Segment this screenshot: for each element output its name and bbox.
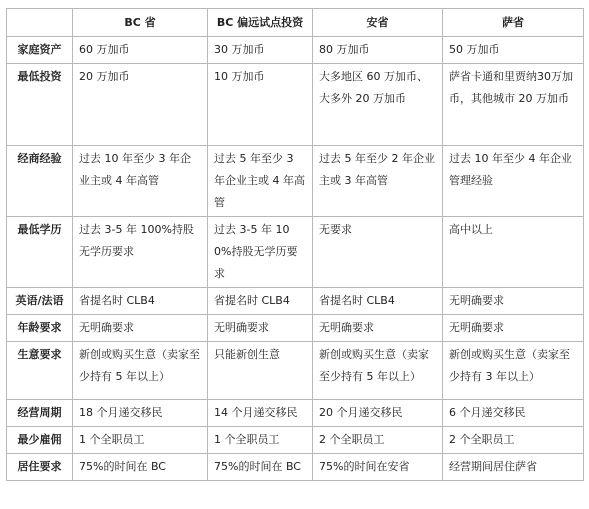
cell-ontario: 2 个全职员工 [313, 427, 443, 454]
cell-saskatchewan: 新创或购买生意（卖家至少持有 3 年以上） [443, 342, 584, 400]
cell-bc: 1 个全职员工 [73, 427, 208, 454]
cell-bc: 省提名时 CLB4 [73, 288, 208, 315]
header-cell-bc: BC 省 [73, 9, 208, 37]
cell-ontario: 无明确要求 [313, 315, 443, 342]
cell-bc-remote-pilot: 无明确要求 [208, 315, 313, 342]
header-cell-bc-remote-pilot: BC 偏远试点投资 [208, 9, 313, 37]
cell-bc: 60 万加币 [73, 37, 208, 64]
cell-ontario: 75%的时间在安省 [313, 454, 443, 481]
header-row [7, 9, 584, 37]
cell-ontario: 20 个月递交移民 [313, 400, 443, 427]
cell-bc-remote-pilot: 过去 3-5 年 100%持股无学历要求 [208, 217, 313, 288]
cell-bc: 无明确要求 [73, 315, 208, 342]
cell-saskatchewan: 过去 10 年至少 4 年企业管理经验 [443, 146, 584, 217]
cell-saskatchewan: 高中以上 [443, 217, 584, 288]
cell-bc: 18 个月递交移民 [73, 400, 208, 427]
header-cell-corner [7, 9, 73, 37]
row-label: 居住要求 [7, 454, 73, 481]
table-row-residency [7, 454, 584, 481]
cell-bc-remote-pilot: 10 万加币 [208, 64, 313, 146]
row-label: 最低学历 [7, 217, 73, 288]
row-label: 最低投资 [7, 64, 73, 146]
table-row-business-requirement [7, 342, 584, 400]
row-label: 生意要求 [7, 342, 73, 400]
cell-ontario: 新创或购买生意（卖家至少持有 5 年以上） [313, 342, 443, 400]
cell-bc-remote-pilot: 只能新创生意 [208, 342, 313, 400]
cell-saskatchewan: 2 个全职员工 [443, 427, 584, 454]
comparison-table [6, 8, 584, 481]
table-row-operating-period [7, 400, 584, 427]
cell-bc: 过去 3-5 年 100%持股无学历要求 [73, 217, 208, 288]
table-row-minimum-hiring [7, 427, 584, 454]
cell-saskatchewan: 经营期间居住萨省 [443, 454, 584, 481]
table-row-language [7, 288, 584, 315]
row-label: 经营周期 [7, 400, 73, 427]
cell-saskatchewan: 无明确要求 [443, 315, 584, 342]
row-label: 家庭资产 [7, 37, 73, 64]
row-label: 最少雇佣 [7, 427, 73, 454]
cell-saskatchewan: 6 个月递交移民 [443, 400, 584, 427]
cell-saskatchewan: 50 万加币 [443, 37, 584, 64]
cell-saskatchewan: 萨省卡通和里贾纳30万加币，其他城市 20 万加币 [443, 64, 584, 146]
cell-bc-remote-pilot: 过去 5 年至少 3 年企业主或 4 年高管 [208, 146, 313, 217]
table-row-family-assets [7, 37, 584, 64]
table-row-age [7, 315, 584, 342]
table-body [7, 37, 584, 481]
cell-bc-remote-pilot: 省提名时 CLB4 [208, 288, 313, 315]
cell-ontario: 过去 5 年至少 2 年企业主或 3 年高管 [313, 146, 443, 217]
table-header [7, 9, 584, 37]
table-row-minimum-investment [7, 64, 584, 146]
cell-bc-remote-pilot: 14 个月递交移民 [208, 400, 313, 427]
cell-bc: 过去 10 年至少 3 年企业主或 4 年高管 [73, 146, 208, 217]
cell-ontario: 无要求 [313, 217, 443, 288]
cell-ontario: 80 万加币 [313, 37, 443, 64]
table-row-minimum-education [7, 217, 584, 288]
cell-bc-remote-pilot: 75%的时间在 BC [208, 454, 313, 481]
header-cell-ontario: 安省 [313, 9, 443, 37]
cell-bc: 75%的时间在 BC [73, 454, 208, 481]
cell-saskatchewan: 无明确要求 [443, 288, 584, 315]
cell-bc: 新创或购买生意（卖家至少持有 5 年以上） [73, 342, 208, 400]
cell-ontario: 省提名时 CLB4 [313, 288, 443, 315]
header-cell-saskatchewan: 萨省 [443, 9, 584, 37]
cell-bc-remote-pilot: 1 个全职员工 [208, 427, 313, 454]
row-label: 经商经验 [7, 146, 73, 217]
cell-bc: 20 万加币 [73, 64, 208, 146]
row-label: 年龄要求 [7, 315, 73, 342]
cell-bc-remote-pilot: 30 万加币 [208, 37, 313, 64]
table-row-business-experience [7, 146, 584, 217]
row-label: 英语/法语 [7, 288, 73, 315]
cell-ontario: 大多地区 60 万加币、大多外 20 万加币 [313, 64, 443, 146]
